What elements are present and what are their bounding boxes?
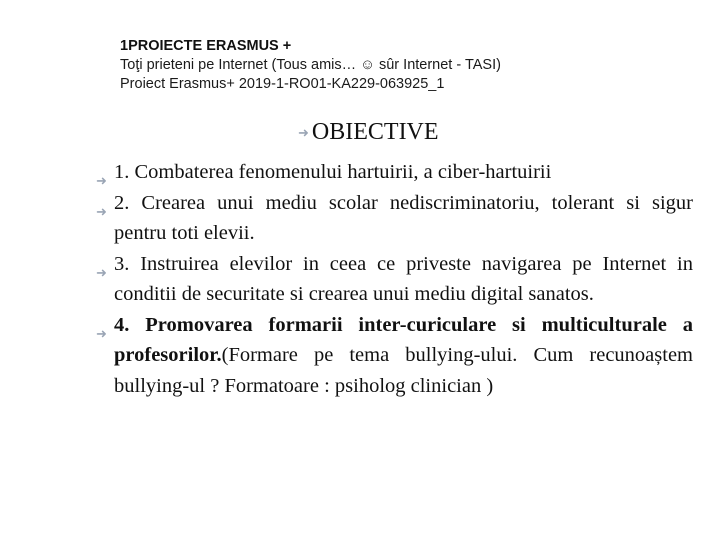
list-item: [96, 157, 693, 188]
list-item-text: 2. Crearea unui mediu scolar nediscriminatoriu, tolerant si sigur pentru toti elevii.: [114, 191, 693, 244]
section-title: [298, 117, 439, 148]
list-item-text: (Formare pe tema bullying-ului. Cum recunoaștem bullying-ul ? Formatoare : psiholog clinician ): [114, 344, 693, 397]
list-item: [96, 188, 693, 249]
bullet-arrow-icon: ➜: [96, 264, 107, 280]
header-title: 1PROIECTE ERASMUS +: [120, 38, 292, 54]
objectives-list: [96, 157, 693, 401]
list-item-text: 3. Instruirea elevilor in ceea ce priveste navigarea pe Internet in conditii de securitate si crearea unui mediu digital sanatos.: [114, 252, 693, 305]
bullet-arrow-icon: ➜: [96, 325, 107, 341]
list-item: [96, 310, 693, 402]
list-item-bold-text: 4. Promovarea formarii inter-curiculare si multiculturale a profesorilor.: [114, 313, 693, 366]
bullet-arrow-icon: ➜: [298, 125, 309, 140]
slide-header: [120, 37, 501, 94]
list-item: [96, 249, 693, 310]
header-project-code: Proiect Erasmus+ 2019-1-RO01-KA229-063925_1: [120, 76, 445, 92]
bullet-arrow-icon: ➜: [96, 203, 107, 219]
header-subtitle: Toţi prieteni pe Internet (Tous amis… ☺ sûr Internet - TASI): [120, 57, 501, 73]
list-item-text: 1. Combaterea fenomenului hartuirii, a ciber-hartuirii: [114, 161, 552, 183]
bullet-arrow-icon: ➜: [96, 173, 107, 188]
section-title-text: OBIECTIVE: [311, 119, 439, 145]
